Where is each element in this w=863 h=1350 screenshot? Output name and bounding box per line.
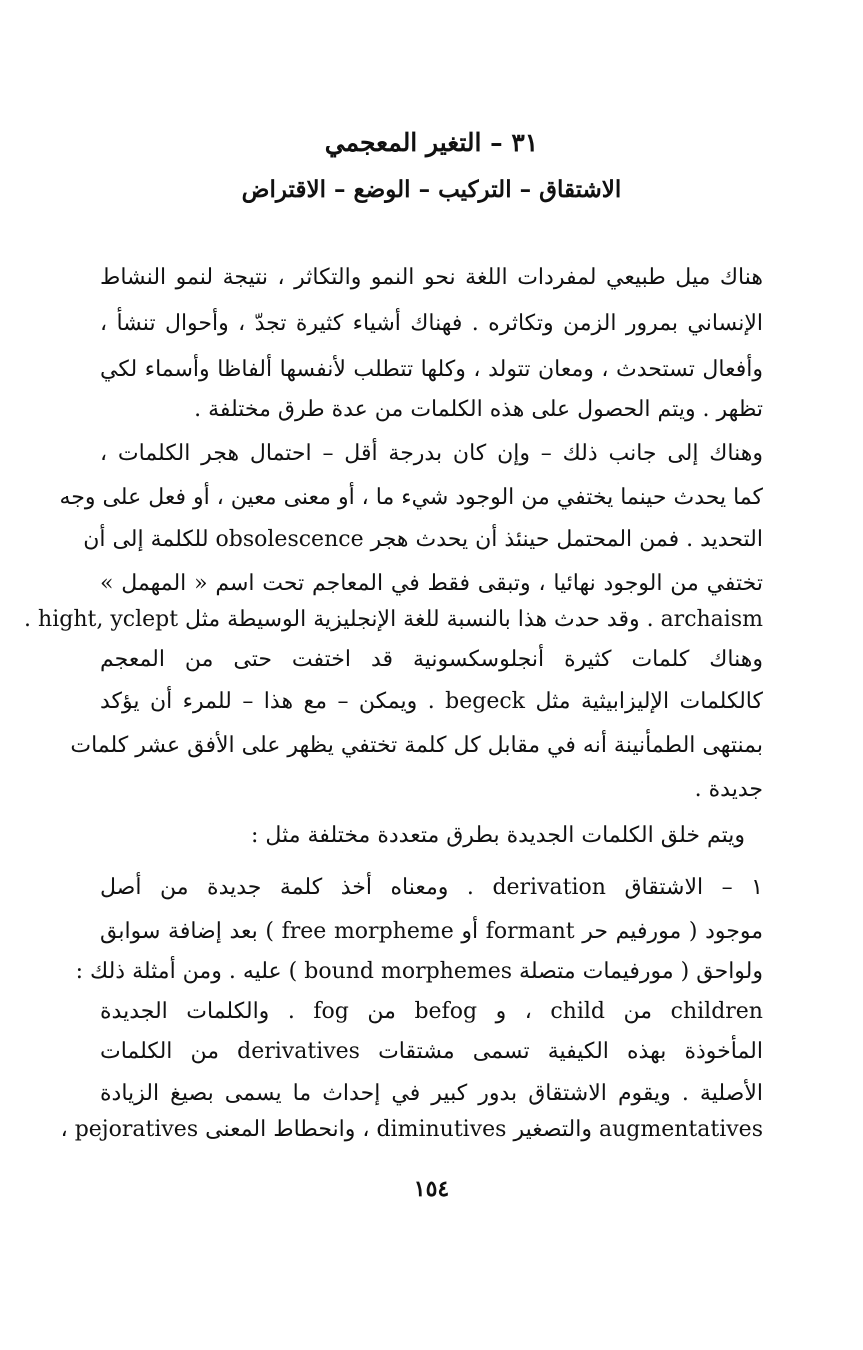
text-line: كما يحدث حينما يختفي من الوجود شيء ما ، أو معنى معين ، أو فعل على وجه [59, 485, 763, 510]
text-line: augmentatives والتصغير diminutives ، وانحطاط المعنى pejoratives ، [60, 1117, 763, 1142]
text-line: children من child ، و befog من fog . والكلمات الجديدة [100, 999, 763, 1024]
text-line: تظهر . ويتم الحصول على هذه الكلمات من عدة طرق مختلفة . [194, 397, 763, 422]
text-line: تختفي من الوجود نهائيا ، وتبقى فقط في المعاجم تحت اسم « المهمل » [100, 571, 763, 596]
text-line: وأفعال تستحدث ، ومعان تتولد ، وكلها تتطلب لأنفسها ألفاظا وأسماء لكي [100, 357, 763, 382]
chapter-subtitle: الاشتقاق – التركيب – الوضع – الاقتراض [241, 176, 622, 203]
text-line: بمنتهى الطمأنينة أنه في مقابل كل كلمة تختفي يظهر على الأفق عشر كلمات [70, 733, 763, 758]
chapter-title: ٣١ – التغير المعجمي [324, 128, 539, 157]
text-line: وهناك كلمات كثيرة أنجلوسكسونية قد اختفت حتى من المعجم [100, 647, 763, 672]
text-line: الإنساني بمرور الزمن وتكاثره . فهناك أشياء كثيرة تجدّ ، وأحوال تنشأ ، [100, 311, 763, 336]
text-line: وهناك إلى جانب ذلك – وإن كان بدرجة أقل – احتمال هجر الكلمات ، [100, 441, 763, 466]
text-line: archaism . وقد حدث هذا بالنسبة للغة الإنجليزية الوسيطة مثل hight, yclept . [24, 607, 763, 632]
page-number: ١٥٤ [413, 1176, 450, 1202]
text-line: هناك ميل طبيعي لمفردات اللغة نحو النمو والتكاثر ، نتيجة لنمو النشاط [100, 265, 763, 290]
text-line: موجود ( مورفيم حر formant أو free morpheme ) بعد إضافة سوابق [100, 919, 764, 944]
text-line: ١ – الاشتقاق derivation . ومعناه أخذ كلمة جديدة من أصل [100, 875, 763, 900]
text-line: كالكلمات الإليزابيثية مثل begeck . ويمكن – مع هذا – للمرء أن يؤكد [100, 689, 763, 714]
text-line: المأخوذة بهذه الكيفية تسمى مشتقات derivatives من الكلمات [100, 1039, 763, 1064]
text-line: التحديد . فمن المحتمل حينئذ أن يحدث هجر obsolescence للكلمة إلى أن [83, 527, 763, 552]
text-line: ولواحق ( مورفيمات متصلة bound morphemes ) عليه . ومن أمثلة ذلك : [75, 959, 763, 984]
text-line: جديدة . [694, 777, 763, 802]
text-line: الأصلية . ويقوم الاشتقاق بدور كبير في إحداث ما يسمى بصيغ الزيادة [100, 1081, 763, 1106]
text-line: ويتم خلق الكلمات الجديدة بطرق متعددة مختلفة مثل : [251, 823, 745, 848]
